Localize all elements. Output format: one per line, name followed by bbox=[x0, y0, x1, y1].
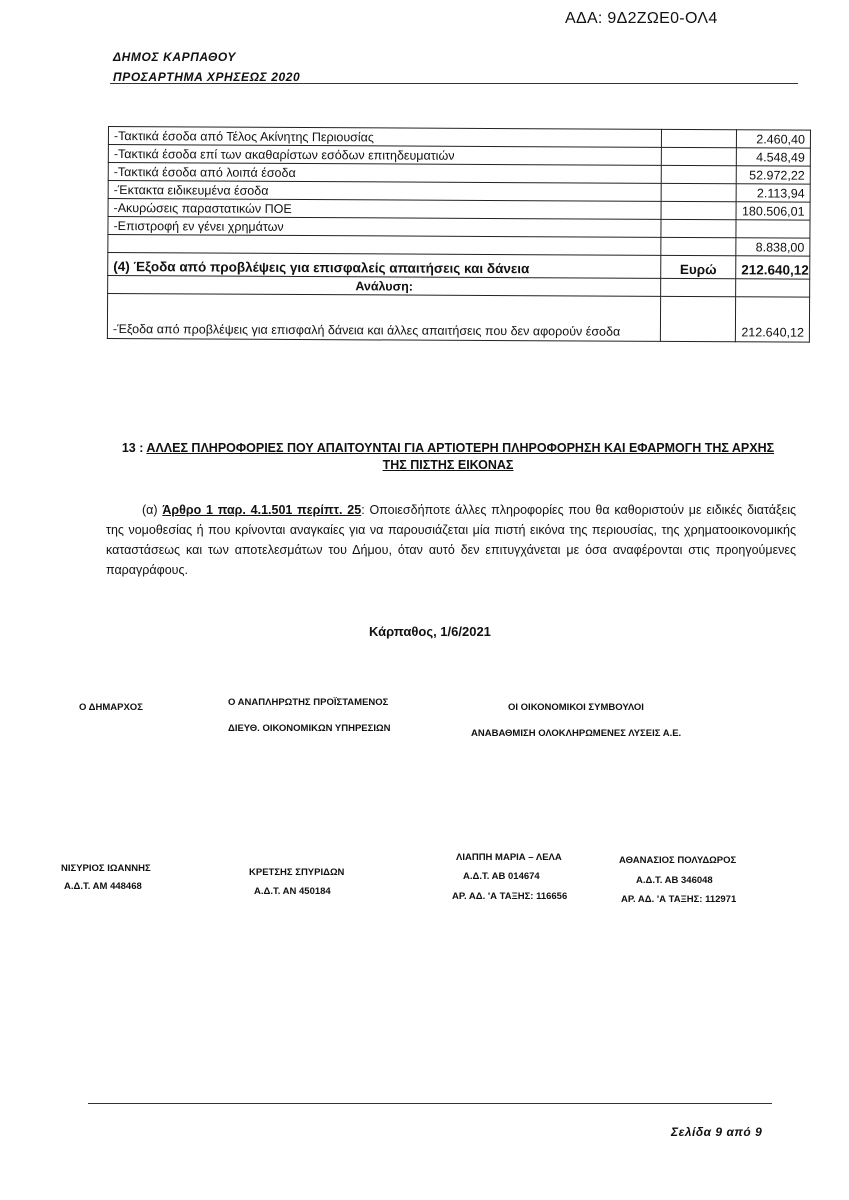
ada-code: ΑΔΑ: 9Δ2ΖΩΕ0-ΟΛ4 bbox=[565, 10, 718, 27]
page-number: Σελίδα 9 από 9 bbox=[671, 1125, 763, 1139]
detail-amount: 212.640,12 bbox=[735, 297, 809, 342]
header-rule bbox=[110, 83, 798, 84]
director-department: ΔΙΕΥΘ. ΟΙΚΟΝΟΜΙΚΩΝ ΥΠΗΡΕΣΙΩΝ bbox=[228, 723, 391, 734]
section-title: ΑΛΛΕΣ ΠΛΗΡΟΦΟΡΙΕΣ ΠΟΥ ΑΠΑΙΤΟΥΝΤΑΙ ΓΙΑ ΑΡΤΙΟΤΕΡΗ ΠΛΗΡΟΦΟΡΗΣΗ ΚΑΙ ΕΦΑΡΜΟΓΗ ΤΗΣ ΑΡΧΗΣ ΤΗΣ ΠΙΣΤΗΣ ΕΙΚΟΝΑΣ bbox=[146, 441, 775, 472]
section-number: 13 : bbox=[121, 441, 144, 455]
advisor2-registration: ΑΡ. ΑΔ. 'Α ΤΑΞΗΣ: 112971 bbox=[621, 894, 737, 905]
row-unit bbox=[661, 183, 736, 201]
total-row bbox=[108, 253, 810, 280]
detail-row bbox=[107, 294, 809, 343]
row-amount: 2.460,40 bbox=[736, 130, 810, 148]
date-line: Κάρπαθος, 1/6/2021 bbox=[369, 624, 491, 639]
row-unit bbox=[661, 201, 736, 219]
director-id: Α.Δ.Τ. ΑΝ 450184 bbox=[254, 886, 331, 897]
analysis-unit bbox=[661, 278, 736, 296]
row-amount: 52.972,22 bbox=[736, 166, 810, 184]
section-heading bbox=[118, 440, 778, 474]
row-label: -Τακτικά έσοδα από λοιπά έσοδα bbox=[108, 163, 661, 184]
row-amount: 4.548,49 bbox=[736, 148, 810, 166]
row-amount: 2.113,94 bbox=[736, 184, 810, 202]
row-amount: 8.838,00 bbox=[736, 238, 810, 256]
advisor1-registration: ΑΡ. ΑΔ. 'Α ΤΑΞΗΣ: 116656 bbox=[452, 891, 568, 902]
total-label: (4) Έξοδα από προβλέψεις για επισφαλείς απαιτήσεις και δάνεια bbox=[108, 253, 661, 279]
director-name: ΚΡΕΤΣΗΣ ΣΠΥΡΙΔΩΝ bbox=[249, 867, 345, 878]
row-unit bbox=[661, 147, 736, 165]
advisor2-name: ΑΘΑΝΑΣΙΟΣ ΠΟΛΥΔΩΡΟΣ bbox=[619, 855, 737, 866]
mayor-id: Α.Δ.Τ. ΑΜ 448468 bbox=[64, 881, 142, 892]
row-amount bbox=[736, 220, 810, 238]
advisor1-id: Α.Δ.Τ. ΑΒ 014674 bbox=[463, 871, 540, 882]
advisor1-name: ΛΙΑΠΠΗ ΜΑΡΙΑ – ΛΕΛΑ bbox=[456, 852, 562, 863]
row-unit bbox=[661, 165, 736, 183]
row-label: -Τακτικά έσοδα από Τέλος Ακίνητης Περιουσίας bbox=[108, 127, 661, 148]
row-label: -Έκτακτα ειδικευμένα έσοδα bbox=[108, 181, 661, 202]
mayor-name: ΝΙΣΥΡΙΟΣ ΙΩΑΝΝΗΣ bbox=[61, 863, 151, 874]
item-reference: Άρθρο 1 παρ. 4.1.501 περίπτ. 25 bbox=[162, 503, 362, 517]
row-label: -Ακυρώσεις παραστατικών ΠΟΕ bbox=[108, 199, 661, 220]
row-label: -Τακτικά έσοδα επί των ακαθαρίστων εσόδων επιτηδευματιών bbox=[108, 145, 661, 166]
detail-label: -Έξοδα από προβλέψεις για επισφαλή δάνεια και άλλες απαιτήσεις που δεν αφορούν έσοδα bbox=[107, 294, 660, 342]
item-text: : Οποιεσδήποτε άλλες πληροφορίες που θα καθοριστούν με ειδικές διατάξεις της νομοθεσίας ή που κρίνονται αναγκαίες για να παρουσιάζεται μία πιστή εικόνα της περιουσίας, της χρηματοοικονομικής καταστάσεως και των αποτελεσμάτων του Δήμου, όταν αυτό δεν επιτυγχάνεται με όσα αναφέρονται στις προηγούμενες παραγράφους. bbox=[106, 503, 796, 577]
detail-unit bbox=[660, 296, 735, 341]
advisors-company: ΑΝΑΒΑΘΜΙΣΗ ΟΛΟΚΛΗΡΩΜΕΝΕΣ ΛΥΣΕΙΣ Α.Ε. bbox=[471, 728, 682, 739]
director-title: Ο ΑΝΑΠΛΗΡΩΤΗΣ ΠΡΟΪΣΤΑΜΕΝΟΣ bbox=[228, 697, 389, 708]
mayor-title: Ο ΔΗΜΑΡΧΟΣ bbox=[79, 702, 143, 713]
advisors-title: ΟΙ ΟΙΚΟΝΟΜΙΚΟΙ ΣΥΜΒΟΥΛΟΙ bbox=[508, 702, 644, 713]
row-unit bbox=[661, 129, 736, 147]
total-unit: Ευρώ bbox=[661, 255, 736, 278]
row-unit bbox=[661, 237, 736, 255]
total-amount: 212.640,12 bbox=[736, 256, 810, 279]
analysis-amount bbox=[736, 279, 810, 297]
financial-table bbox=[107, 126, 811, 343]
analysis-label: Ανάλυση: bbox=[108, 276, 661, 297]
row-unit bbox=[661, 219, 736, 237]
appendix-title: ΠΡΟΣΑΡΤΗΜΑ ΧΡΗΣΕΩΣ 2020 bbox=[113, 70, 301, 84]
row-amount: 180.506,01 bbox=[736, 202, 810, 220]
section-paragraph bbox=[106, 500, 796, 580]
row-label: -Επιστροφή εν γένει χρημάτων bbox=[108, 217, 661, 238]
item-label: (α) bbox=[142, 503, 158, 517]
footer-rule bbox=[88, 1103, 772, 1104]
advisor2-id: Α.Δ.Τ. ΑΒ 346048 bbox=[636, 875, 713, 886]
municipality-name: ΔΗΜΟΣ ΚΑΡΠΑΘΟΥ bbox=[113, 50, 236, 64]
